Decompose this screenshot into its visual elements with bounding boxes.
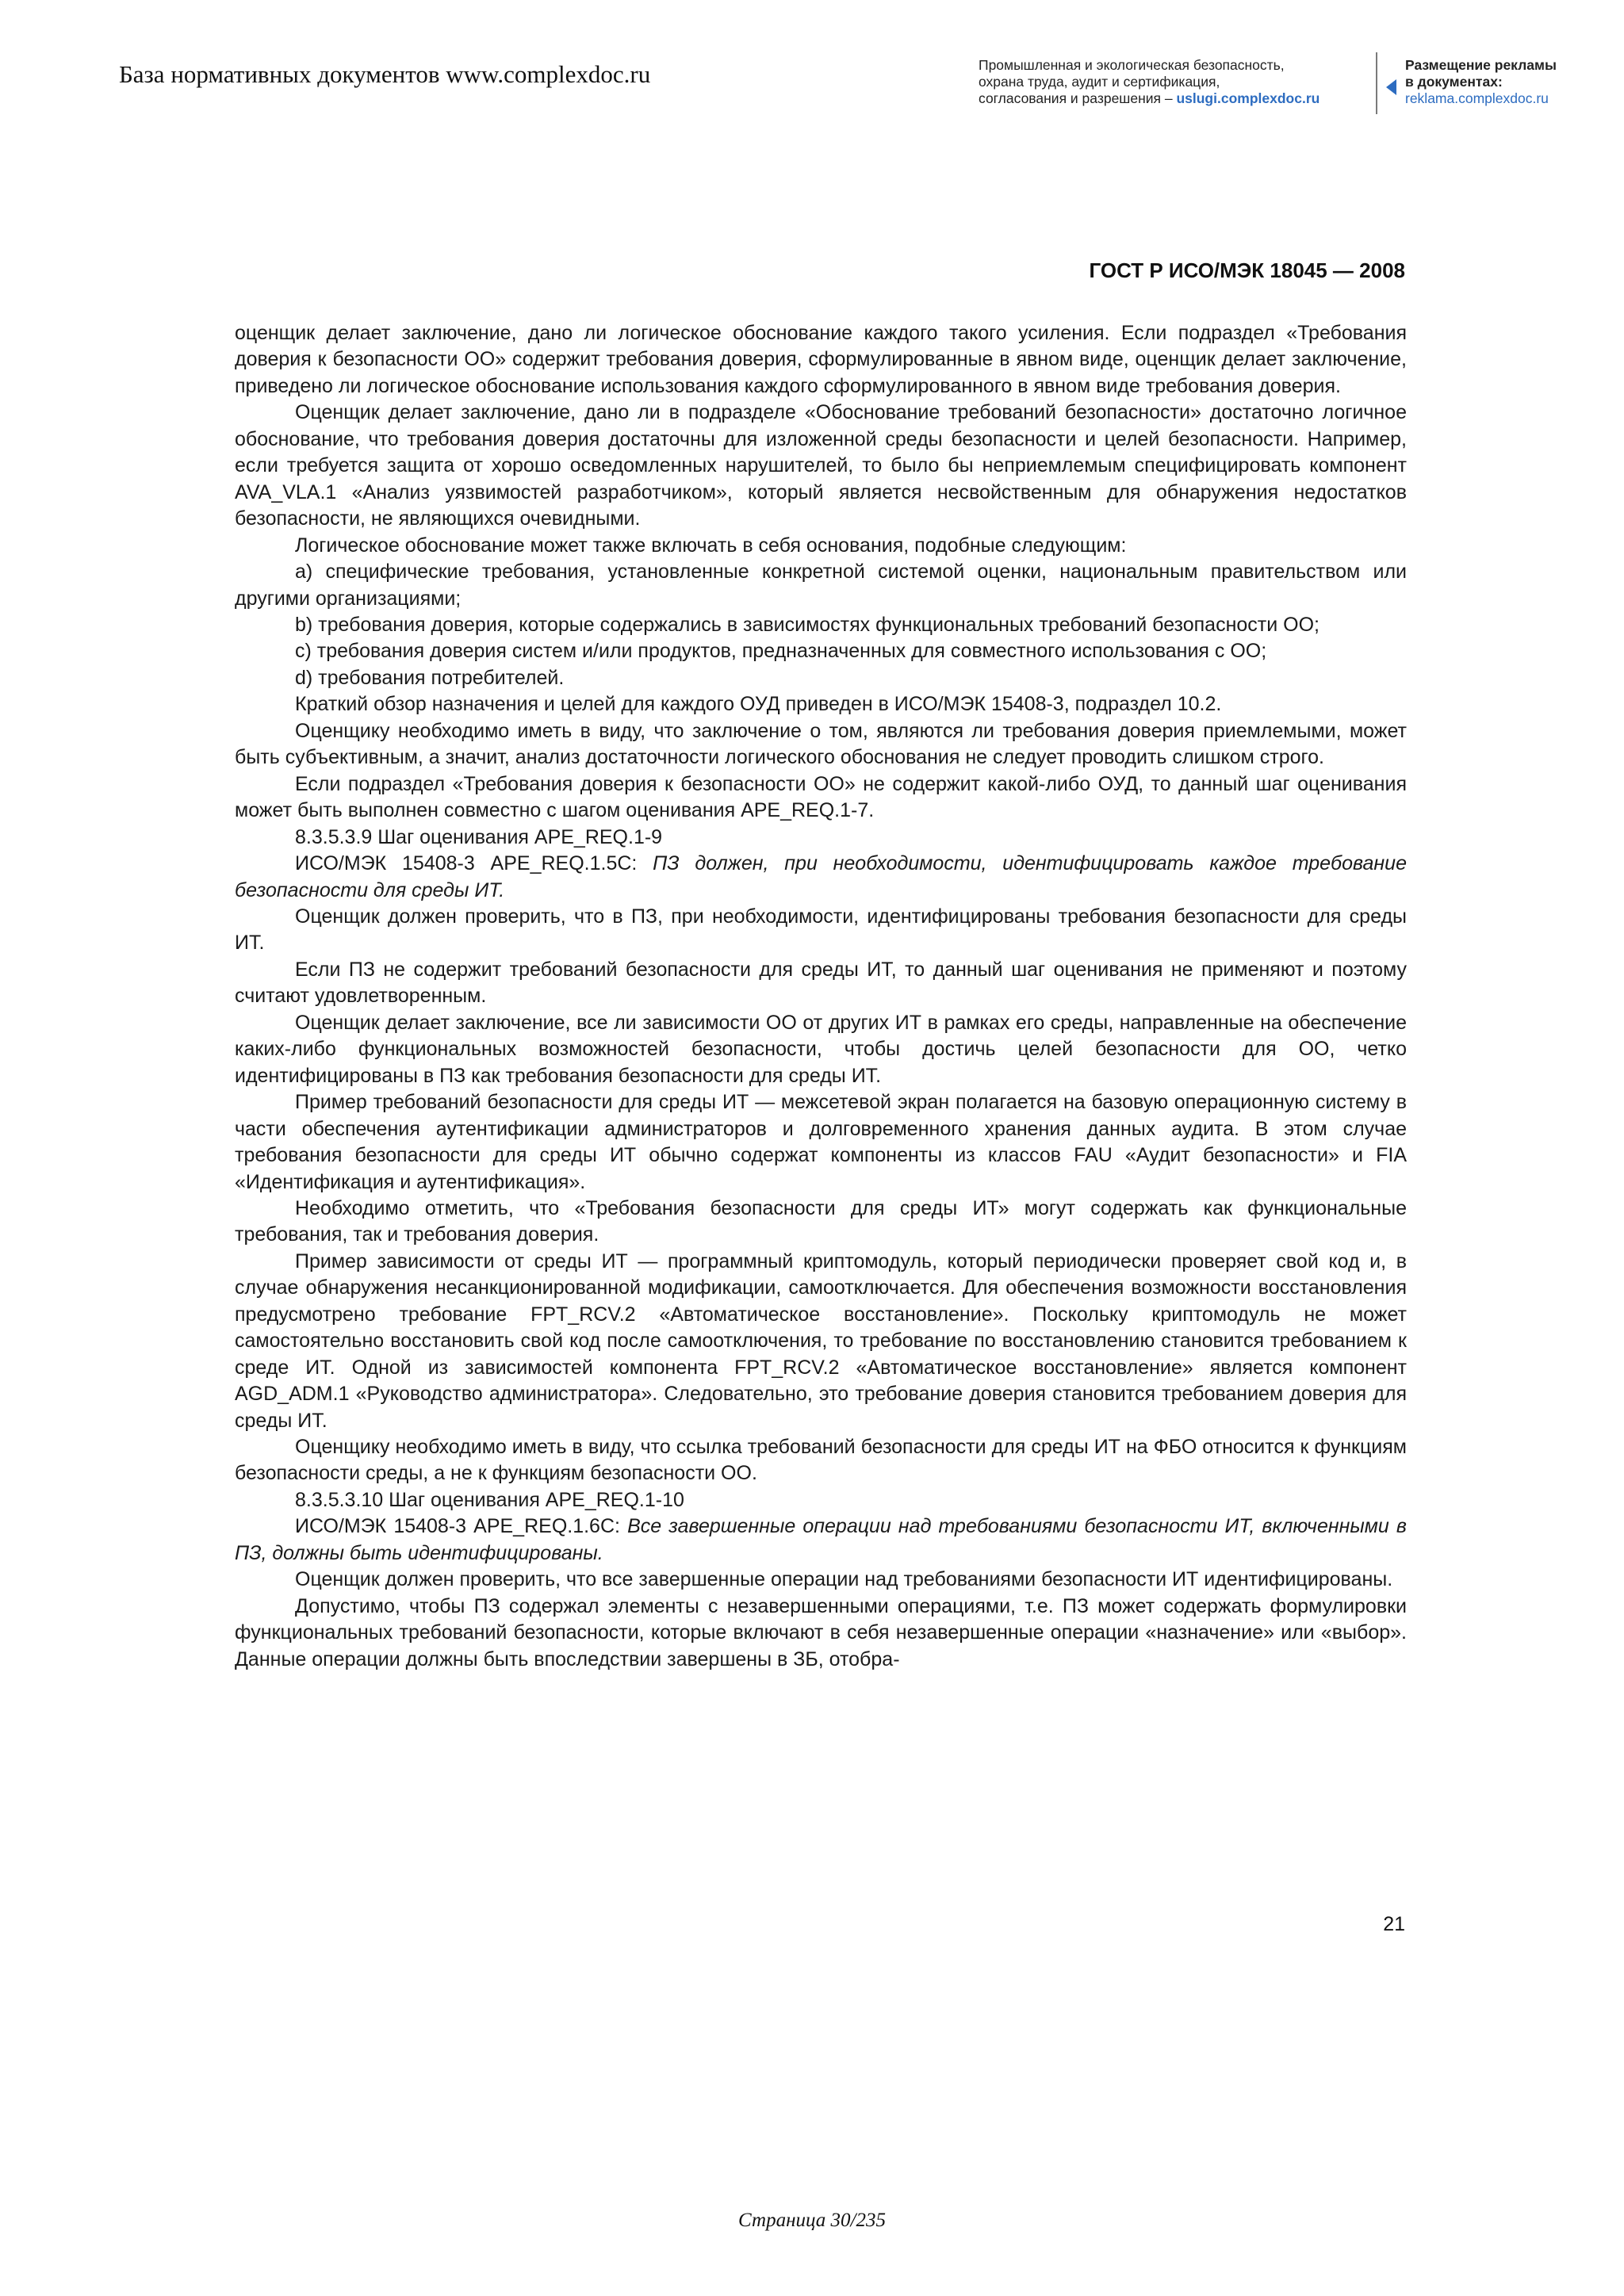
document-standard-header: ГОСТ Р ИСО/МЭК 18045 — 2008 (1089, 258, 1405, 282)
paragraph: Оценщик должен проверить, что все завершенные операции над требованиями безопасности ИТ идентифицированы. (295, 1568, 1393, 1591)
list-item: d) требования потребителей. (295, 666, 565, 689)
ad-services-line-3 (979, 90, 1375, 107)
list-item: a) специфические требования, установленные конкретной системой оценки, национальным правительством или другими организациями; (235, 561, 1407, 610)
list-item: b) требования доверия, которые содержались в зависимостях функциональных требований безопасности ОО; (295, 613, 1320, 636)
paragraph: Оценщик должен проверить, что в ПЗ, при необходимости, идентифицированы требования безопасности для среды ИТ. (235, 905, 1407, 955)
paragraph: Краткий обзор назначения и целей для каждого ОУД приведен в ИСО/МЭК 15408-3, подраздел 10.2. (295, 693, 1222, 716)
ad-services-line-2: охрана труда, аудит и сертификация, (979, 74, 1220, 90)
paragraph: Если ПЗ не содержит требований безопасности для среды ИТ, то данный шаг оценивания не применяют и поэтому считают удовлетворенным. (235, 958, 1407, 1008)
ad-divider (1376, 52, 1377, 114)
paragraph: оценщик делает заключение, дано ли логическое обоснование каждого такого усиления. Если подраздел «Требования доверия к безопасности ОО» содержит требования доверия, сформулированные в явном виде, оценщик делает заключение, приведено ли логическое обоснование использования каждого сформулированного в явном виде требования доверия. (235, 322, 1407, 397)
paragraph: Допустимо, чтобы ПЗ содержал элементы с незавершенными операциями, т.е. ПЗ может содержать формулировки функциональных требований безопасности, которые включают в себя незавершенные операции «назначение» или «выбор». Данные операции должны быть впоследствии завершены в ЗБ, отобра- (235, 1594, 1407, 1670)
page-counter-footer: Страница 30/235 (738, 2210, 886, 2231)
paragraph: Пример зависимости от среды ИТ — программный криптомодуль, который периодически проверяет свой код и, в случае обнаружения несанкционированной модификации, самоотключается. Для обеспечения возможности восстановления предусмотрено требование FPT_RCV.2 «Автоматическое восстановление». Поскольку криптомодуль не может самостоятельно восстановить свой код после самоотключения, то требование по восстановлению становится требованием к среде ИТ. Одной из зависимостей компонента FPT_RCV.2 «Автоматическое восстановление» является компонент AGD_ADM.1 «Руководство администратора». Следовательно, это требование доверия становится требованием доверия для среды ИТ. (235, 1249, 1407, 1432)
paragraph: Пример требований безопасности для среды ИТ — межсетевой экран полагается на базовую операционную систему в части обеспечения аутентификации администраторов и долговременного хранения данных аудита. В этом случае требования безопасности для среды ИТ обычно содержат компоненты из классов FAU «Аудит безопасности» и FIA «Идентификация и аутентификация». (235, 1091, 1407, 1193)
ad-services-line-1: Промышленная и экологическая безопасность, (979, 57, 1285, 73)
ad-services-line-3-text: согласования и разрешения – (979, 90, 1177, 106)
standard-reference (235, 851, 1407, 904)
paragraph: Логическое обоснование может также включать в себя основания, подобные следующим: (295, 534, 1127, 557)
section-heading: 8.3.5.3.9 Шаг оценивания APE_REQ.1-9 (295, 825, 663, 848)
document-body (235, 320, 1407, 1673)
site-banner-title: База нормативных документов www.complexdoc.ru (119, 60, 651, 88)
paragraph: Если подраздел «Требования доверия к безопасности ОО» не содержит какой-либо ОУД, то данный шаг оценивания может быть выполнен совместно с шагом оценивания APE_REQ.1-7. (235, 772, 1407, 822)
reference-text: Все завершенные операции над требованиями безопасности ИТ, включенными в ПЗ, должны быть идентифицированы. (235, 1515, 1407, 1564)
arrow-left-icon (1386, 79, 1396, 95)
reference-prefix: ИСО/МЭК 15408-3 APE_REQ.1.5С: (295, 852, 653, 875)
paragraph: Оценщик делает заключение, дано ли в подразделе «Обоснование требований безопасности» достаточно логичное обоснование, что требования доверия достаточны для изложенной среды безопасности и целей безопасности. Например, если требуется защита от хорошо осведомленных нарушителей, то было бы неприемлемым специфицировать компонент AVA_VLA.1 «Анализ уязвимостей разработчиком», который является несвойственным для обнаружения недостатков безопасности, не являющихся очевидными. (235, 401, 1407, 530)
paragraph: Необходимо отметить, что «Требования безопасности для среды ИТ» могут содержать как функциональные требования, так и требования доверия. (235, 1196, 1407, 1246)
ad-advertising-link[interactable]: reklama.complexdoc.ru (1405, 90, 1549, 106)
ad-advertising-subheading: в документах: (1405, 74, 1503, 90)
reference-text: ПЗ должен, при необходимости, идентифицировать каждое требование безопасности для среды ИТ. (235, 852, 1407, 901)
standard-reference (235, 1513, 1407, 1567)
paragraph: Оценщик делает заключение, все ли зависимости ОО от других ИТ в рамках его среды, направленные на обеспечение каких-либо функциональных возможностей безопасности, чтобы достичь целей безопасности для ОО, четко идентифицированы в ПЗ как требования безопасности для среды ИТ. (235, 1011, 1407, 1087)
paragraph: Оценщику необходимо иметь в виду, что ссылка требований безопасности для среды ИТ на ФБО относится к функциям безопасности среды, а не к функциям безопасности ОО. (235, 1436, 1407, 1485)
list-item: c) требования доверия систем и/или продуктов, предназначенных для совместного использования с ОО; (295, 640, 1267, 663)
reference-prefix: ИСО/МЭК 15408-3 APE_REQ.1.6С: (295, 1515, 628, 1538)
paragraph: Оценщику необходимо иметь в виду, что заключение о том, являются ли требования доверия приемлемыми, может быть субъективным, а значит, анализ достаточности логического обоснования не следует проводить слишком строго. (235, 719, 1407, 769)
ad-services-block (979, 57, 1375, 107)
ad-advertising-heading: Размещение рекламы (1405, 57, 1557, 73)
ad-services-link[interactable]: uslugi.complexdoc.ru (1176, 90, 1320, 106)
page-number: 21 (1383, 1913, 1405, 1935)
ad-advertising-block (1405, 57, 1611, 107)
section-heading: 8.3.5.3.10 Шаг оценивания APE_REQ.1-10 (295, 1488, 684, 1511)
